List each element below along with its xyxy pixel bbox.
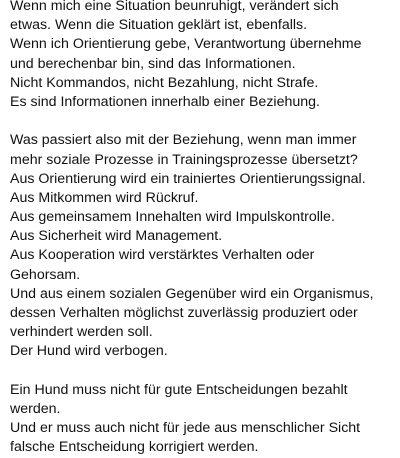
document-text <box>10 0 395 458</box>
text-line: Ein Hund muss nicht für gute Entscheidungen bezahlt <box>10 381 348 398</box>
text-line: Aus Kooperation wird verstärktes Verhalten oder <box>10 247 315 264</box>
text-line: verhindert werden soll. <box>10 324 153 341</box>
text-line: dessen Verhalten möglichst zuverlässig produziert oder <box>10 305 358 321</box>
text-line: Der Hund wird verbogen. <box>10 343 168 360</box>
text-line: Aus gemeinsamem Innehalten wird Impulskontrolle. <box>10 209 335 226</box>
text-line: mehr soziale Prozesse in Trainingsprozesse übersetzt? <box>10 151 358 168</box>
paragraph-2 <box>10 131 395 361</box>
text-line: Es sind Informationen innerhalb einer Beziehung. <box>10 93 320 110</box>
paragraph-spacer <box>10 112 395 131</box>
text-line: Aus Mitkommen wird Rückruf. <box>10 189 199 206</box>
text-line: Und er muss auch nicht für jede aus menschlicher Sicht <box>10 420 361 437</box>
paragraph-spacer <box>10 362 395 381</box>
text-line: falsche Entscheidung korrigiert werden. <box>10 439 259 456</box>
text-line: Wenn mich eine Situation beunruhigt, verändert sich <box>10 0 339 14</box>
text-line: und berechenbar bin, sind das Informationen. <box>10 55 296 72</box>
text-line: Aus Sicherheit wird Management. <box>10 228 223 245</box>
text-line: Gehorsam. <box>10 266 81 283</box>
text-line: Nicht Kommandos, nicht Bezahlung, nicht Strafe. <box>10 74 319 91</box>
paragraph-1 <box>10 0 395 112</box>
paragraph-3 <box>10 381 395 458</box>
text-line: Wenn ich Orientierung gebe, Verantwortung übernehme <box>10 36 362 53</box>
text-line: werden. <box>10 400 61 417</box>
text-line: etwas. Wenn die Situation geklärt ist, ebenfalls. <box>10 17 308 34</box>
text-line: Was passiert also mit der Beziehung, wenn man immer <box>10 132 357 149</box>
text-line: Aus Orientierung wird ein trainiertes Orientierungssignal. <box>10 170 366 187</box>
text-line: Und aus einem sozialen Gegenüber wird ein Organismus, <box>10 285 374 302</box>
